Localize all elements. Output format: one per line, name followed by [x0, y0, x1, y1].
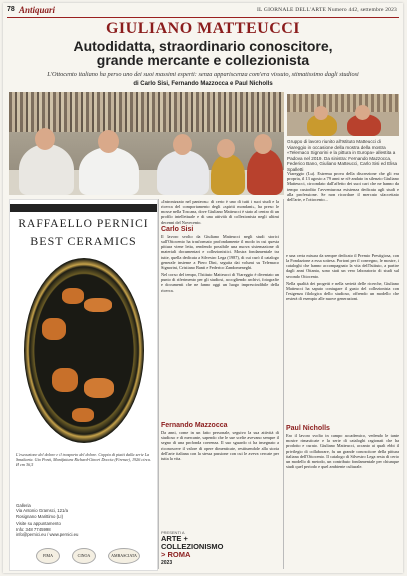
- plate-figure-4: [52, 368, 78, 392]
- ad-top-bar: [10, 204, 157, 212]
- cinoa-logo: CINOA: [72, 548, 96, 564]
- paragraph: Nella qualità dei progetti e nella serietà delle ricerche, Giuliano Matteucci ha saputo coniugare il gusto del collezionista con l'esigenza filologica dello studioso, offrendo un modello che resterà di esempio alle nuove generazioni.: [286, 280, 399, 302]
- person-6-head: [314, 106, 328, 120]
- ad-addr-4: Visite su appuntamento: [16, 521, 61, 527]
- promo-presenter: PRESENTI A: [161, 530, 185, 535]
- article-title: [23, 39, 383, 67]
- promo-title: [161, 535, 279, 567]
- header-rule: [7, 17, 399, 18]
- person-2: [79, 147, 139, 195]
- bookshelf-right: [287, 94, 399, 112]
- column-divider: [158, 199, 159, 569]
- column-3-bottom: [286, 426, 399, 471]
- journal-name: IL GIORNALE DELL'ARTE Numero 442, settembre 2023: [256, 7, 397, 13]
- person-2-head: [98, 130, 119, 153]
- bookshelf: [9, 92, 284, 132]
- column-3-top: [286, 253, 399, 303]
- person-4: [211, 154, 245, 195]
- article-intro: Viareggio (Lu). Estrema prova della discrezione che gli era propria, il 13 agosto a 79 anni se n'è andato in silenzio Giuliano Matteucci, circondato dall'affetto dei suoi cari che ne hanno da tempo custodito l'avventurosa esistenza dedicata agli studi e alla professione. Se non ricordare il mercato sfaccettato dell'arte, e l'ottocento...: [287, 171, 399, 203]
- plate-figure-5: [84, 378, 114, 398]
- promo-line-1: ARTE +: [161, 534, 188, 543]
- running-header: [7, 5, 399, 17]
- person-3: [157, 150, 209, 195]
- person-3-head: [173, 134, 192, 155]
- ad-subbrand: BEST CERAMICS: [30, 234, 137, 248]
- person-5: [247, 149, 283, 195]
- promo-line-3: [161, 551, 279, 559]
- section-name: Antiquari: [19, 5, 56, 15]
- paragraph: Ero il lavoro svolto in campo accademico, vedendo le tante mostre rimasticate e la serie di cataloghi ragionati che ha prodotto e curato. Giuliano Matteucci, accanto ai quali ebbi il privilegio di collaborare, fu un grande conoscitore della pittura italiana dell'Ottocento. Il catalogo di Silvestro Lega resta di certo un modello di metodo, un contributo fondamentale per chiunque studi quel periodo e quel ambiente culturale.: [286, 433, 399, 470]
- newspaper-page: [3, 3, 403, 573]
- paragraph: Da anni, come in un fatto personale, seguivo la sua attività di studioso e di mercante, sapendo che le sue scelte avevano sempre il segno di una profonda coerenza. Il suo sguardo ci ha insegnato a riconoscere il valore di opere dimenticate, restituendole alla storia dell'arte italiana con la stessa passione con cui le aveva cercate per tutta la vita.: [161, 430, 279, 461]
- person-1: [19, 144, 74, 195]
- plate-figure-6: [72, 408, 94, 422]
- plate-figure-1: [62, 288, 84, 304]
- promo-year: 2023: [161, 560, 173, 566]
- ad-addr-1: Galleria: [16, 503, 31, 508]
- person-1-head: [35, 128, 55, 150]
- ad-addr-5: Info: 348 7745998: [16, 526, 51, 532]
- standfirst: L'Ottocento italiano ha perso uno dei suoi massimi esperti: senza appariscenza com'era vissuto, stimatissimo dagli studiosi: [47, 71, 359, 78]
- photo-caption: Gruppo di lavoro riunito all'Istituto Matteucci di Viareggio in occasione della mostra della mostra «Telemaco Signorini e la pittura in Europa» allestita a Padova nel 2019. Da sinistra: Fernando Mazzocca, Federico Bano, Giuliano Matteucci, Carlo Sisi ed Elisa Spalletti: [287, 139, 398, 172]
- title-line-2: grande mercante e collezionista: [96, 52, 310, 68]
- promo-city: > ROMA: [161, 550, 191, 559]
- paragraph: Il lavoro svolto da Giuliano Matteucci negli studi storici sull'Ottocento ha trasformato profondamente il modo in cui questa pittura viene letta, rendendo possibile una nuova sistemazione di materiali documentari e collezionistici. Mostra fondamentale tra tutte, quella dedicata a Silvestro Lega (1987), di cui curò il catalogo generale insieme a Piero Dini, seguita dai volumi su Telemaco Signorini, Cristiano Banti e Federico Zandomeneghi.: [161, 233, 279, 270]
- ad-credits: L'esecuzione del dolore e il trasporto del dolore. Coppia di piatti dalla serie La Smaltaria. Gio Ponti, Manifattura Richard-Ginori Doccia (Firenze), 1926 circa. Ø cm 36,5: [16, 452, 151, 468]
- column-2-top: [161, 199, 279, 295]
- author-heading-nicholls: Paul Nicholls: [286, 425, 330, 432]
- plate-figure-3: [42, 318, 66, 340]
- ad-address: [16, 503, 151, 537]
- ad-addr-3: Rosignano Marittimo (LI): [16, 513, 64, 519]
- column-2-bottom: [161, 423, 279, 463]
- author-heading-mazzocca: Fernando Mazzocca: [161, 422, 228, 429]
- title-line-1: Autodidatta, straordinario conoscitore,: [73, 38, 333, 54]
- paragraph: e una certa misura da sempre dedicato il Premio Prestigiosa, con la Fondazione a essa sottesa. Portoni per il convegno, le mostre, i cataloghi che hanno accompagnato la vita dell'Istituto, a partire dagli anni Ottanta, sono stati un vero laboratorio di studi sul secondo Ottocento.: [286, 253, 399, 279]
- person-4-head: [217, 139, 235, 158]
- headline: GIULIANO MATTEUCCI: [105, 20, 301, 37]
- ambasciata-logo: AMBASCIATA: [108, 548, 140, 564]
- paragraph: «Intronizzato nel panteon»: di certo è uno di tutti i suoi studi e la ricerca del comportamento degli «spiriti mondani», ha preso le mosse nella Toscana, dove Giuliano Matteucci è stato al centro di un profilo intellettuale e di una attività di collezionista negli ultimi decenni del Novecento.: [161, 199, 279, 225]
- ad-addr-2: Via Antonio Gramsci, 121/a: [16, 508, 68, 514]
- person-7-head: [355, 105, 370, 120]
- advertisement: [9, 199, 158, 571]
- page-number: 78: [7, 6, 15, 13]
- author-heading-sisi: Carlo Sisi: [161, 225, 194, 233]
- byline: di Carlo Sisi, Fernando Mazzocca e Paul Nicholls: [133, 81, 273, 87]
- ceramic-plate: [24, 258, 144, 443]
- ad-logos: [16, 548, 151, 564]
- fima-logo: FIMA: [36, 548, 60, 564]
- ad-brand: RAFFAELLO PERNICI: [18, 218, 149, 230]
- group-photo: [9, 92, 284, 195]
- fair-promo: [161, 530, 279, 570]
- person-5-head: [254, 134, 272, 154]
- column-divider: [283, 199, 284, 569]
- paragraph: Nel corso del tempo, l'Istituto Matteucci di Viareggio è diventato un punto di riferimento per gli studiosi, accogliendo archivi, fotografie e documenti che ne fanno oggi un luogo imprescindibile della ricerca.: [161, 272, 279, 293]
- ad-addr-6[interactable]: info@pernici.eu / www.pernici.eu: [16, 532, 79, 538]
- promo-line-2: COLLEZIONISMO: [161, 542, 224, 551]
- photo-right-part: [287, 94, 399, 136]
- plate-figure-2: [84, 298, 112, 312]
